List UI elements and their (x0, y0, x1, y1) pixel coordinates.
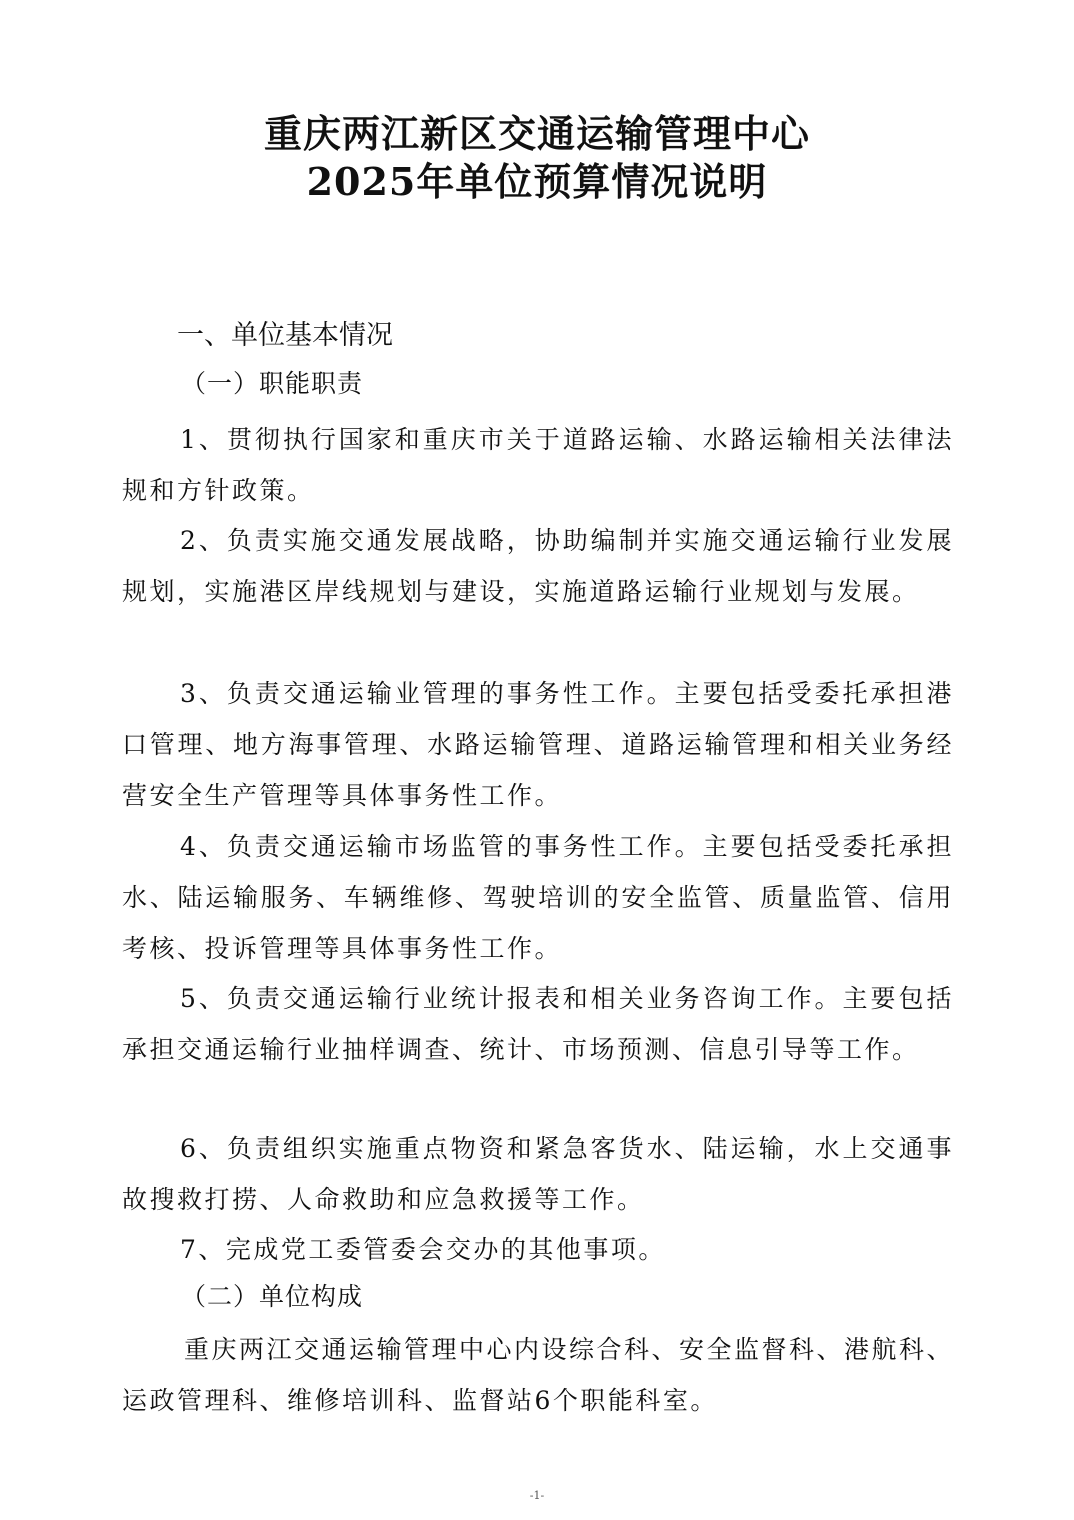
duty-item-2: 2、负责实施交通发展战略，协助编制并实施交通运输行业发展规划，实施港区岸线规划与建设，实施道路运输行业规划与发展。 (122, 526, 954, 606)
duty-item-3: 3、负责交通运输业管理的事务性工作。主要包括受委托承担港口管理、地方海事管理、水路运输管理、道路运输管理和相关业务经营安全生产管理等具体事务性工作。 (122, 679, 954, 810)
duty-item-4: 4、负责交通运输市场监管的事务性工作。主要包括受委托承担水、陆运输服务、车辆维修、驾驶培训的安全监管、质量监管、信用考核、投诉管理等具体事务性工作。 (122, 832, 954, 963)
subsection-heading-composition: （二）单位构成 (181, 1282, 364, 1311)
page-number: -1- (529, 1489, 545, 1502)
subsection-heading-duties: （一）职能职责 (181, 369, 364, 398)
document-title-line2: 2025年单位预算情况说明 (306, 159, 768, 204)
document-title-line1: 重庆两江新区交通运输管理中心 (263, 111, 810, 156)
composition-paragraph: 重庆两江交通运输管理中心内设综合科、安全监督科、港航科、运政管理科、维修培训科、监督站6个职能科室。 (122, 1335, 955, 1415)
duty-item-6: 6、负责组织实施重点物资和紧急客货水、陆运输，水上交通事故搜救打捞、人命救助和应急救援等工作。 (122, 1134, 954, 1214)
section-heading-basic-info: 一、单位基本情况 (177, 320, 393, 351)
duty-item-7: 7、完成党工委管委会交办的其他事项。 (180, 1235, 666, 1264)
duty-item-1: 1、贯彻执行国家和重庆市关于道路运输、水路运输相关法律法规和方针政策。 (122, 425, 954, 505)
duty-item-5: 5、负责交通运输行业统计报表和相关业务咨询工作。主要包括承担交通运输行业抽样调查、统计、市场预测、信息引导等工作。 (122, 984, 954, 1064)
